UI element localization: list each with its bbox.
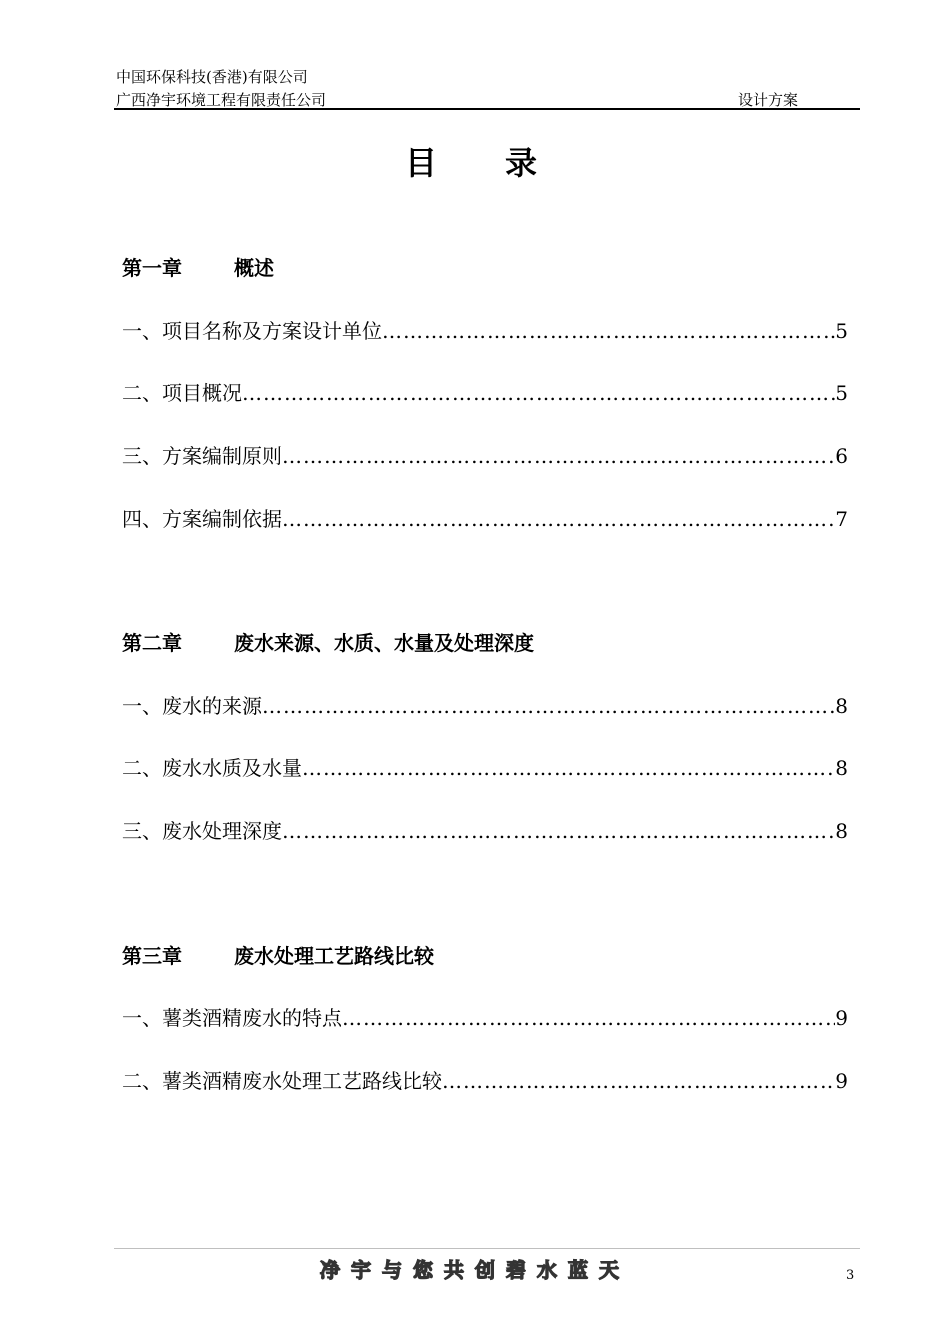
header-company-name-2: 广西净宇环境工程有限责任公司 (116, 91, 327, 109)
toc-entry[interactable] (122, 815, 848, 844)
footer-divider (114, 1248, 860, 1249)
chapter-heading-1 (122, 252, 274, 281)
toc-title-char-2: 录 (505, 144, 546, 182)
toc-entry[interactable] (122, 690, 848, 719)
toc-entry-page: 6 (835, 444, 848, 468)
chapter-title: 废水处理工艺路线比较 (234, 944, 434, 968)
toc-entry-page: 9 (835, 1006, 848, 1030)
toc-entry-page: 8 (835, 694, 848, 718)
toc-leader-dots (442, 1069, 835, 1093)
toc-leader-dots (382, 319, 835, 343)
chapter-heading-2 (122, 627, 534, 656)
toc-leader-dots (242, 381, 835, 405)
toc-entry[interactable] (122, 752, 848, 781)
toc-entry[interactable] (122, 315, 848, 344)
toc-entry[interactable] (122, 440, 848, 469)
toc-entry-label: 三、废水处理深度 (122, 819, 282, 843)
header-company-name-1: 中国环保科技(香港)有限公司 (116, 68, 308, 86)
chapter-title: 废水来源、水质、水量及处理深度 (234, 631, 534, 655)
header-divider (114, 108, 860, 110)
toc-entry-page: 5 (835, 319, 848, 343)
toc-entry-label: 二、项目概况 (122, 381, 242, 405)
toc-leader-dots (342, 1006, 835, 1030)
toc-leader-dots (302, 756, 835, 780)
toc-entry-label: 一、废水的来源 (122, 694, 262, 718)
toc-title-char-1: 目 (404, 144, 445, 182)
chapter-number: 第二章 (122, 631, 182, 655)
toc-title (0, 138, 950, 184)
toc-entry[interactable] (122, 503, 848, 532)
toc-entry[interactable] (122, 1002, 848, 1031)
toc-entry-page: 9 (835, 1069, 848, 1093)
toc-entry-page: 7 (835, 507, 848, 531)
footer-slogan: 净宇与您共创碧水蓝天 (320, 1258, 630, 1282)
chapter-heading-3 (122, 940, 434, 969)
toc-leader-dots (262, 694, 835, 718)
chapter-number: 第三章 (122, 944, 182, 968)
toc-entry-label: 四、方案编制依据 (122, 507, 282, 531)
toc-leader-dots (282, 444, 835, 468)
toc-entry-label: 一、薯类酒精废水的特点 (122, 1006, 342, 1030)
toc-entry-label: 三、方案编制原则 (122, 444, 282, 468)
toc-entry-label: 二、薯类酒精废水处理工艺路线比较 (122, 1069, 442, 1093)
toc-entry[interactable] (122, 377, 848, 406)
toc-entry-page: 8 (835, 756, 848, 780)
chapter-title: 概述 (234, 256, 274, 280)
toc-entry-page: 5 (835, 381, 848, 405)
toc-entry[interactable] (122, 1065, 848, 1094)
toc-entry-label: 二、废水水质及水量 (122, 756, 302, 780)
toc-leader-dots (282, 507, 835, 531)
header-doc-type: 设计方案 (738, 91, 799, 109)
toc-entry-label: 一、项目名称及方案设计单位 (122, 319, 382, 343)
toc-entry-page: 8 (835, 819, 848, 843)
chapter-number: 第一章 (122, 256, 182, 280)
toc-leader-dots (282, 819, 835, 843)
page-number: 3 (846, 1268, 855, 1283)
